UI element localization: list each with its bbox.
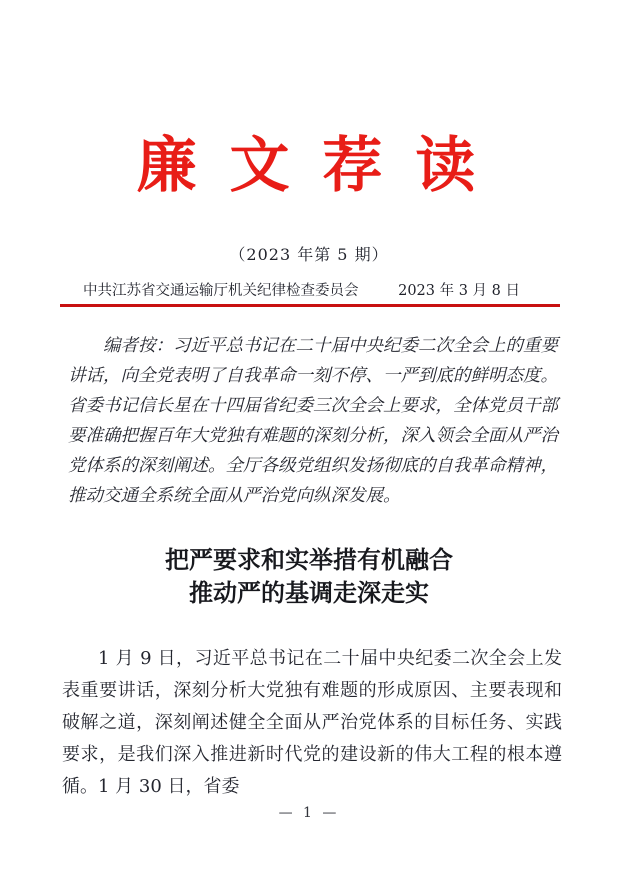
- masthead-row: [83, 279, 520, 300]
- editor-note-paragraph: 编者按：习近平总书记在二十届中央纪委二次全会上的重要讲话，向全党表明了自我革命一刻不停、一严到底的鲜明态度。省委书记信长星在十四届省纪委三次全会上要求，全体党员干部要准确把握百年大党独有难题的深刻分析，深入领会全面从严治党体系的深刻阐述。全厅各级党组织发扬彻底的自我革命精神，推动交通全系统全面从严治党向纵深发展。: [68, 336, 558, 506]
- article-title-line-2: 推动严的基调走深走实: [189, 578, 429, 607]
- issue-date: 2023 年 3 月 8 日: [398, 283, 520, 299]
- document-title: 廉 文 荐 读: [136, 131, 482, 201]
- issue-number: （2023 年第 5 期）: [229, 245, 389, 264]
- article-title-line-1: 把严要求和实举措有机融合: [165, 545, 453, 574]
- page-number: — 1 —: [278, 805, 340, 821]
- issuing-committee: 中共江苏省交通运输厅机关纪律检查委员会: [83, 283, 359, 299]
- red-divider-line: [60, 304, 560, 307]
- article-body-paragraph: 1 月 9 日，习近平总书记在二十届中央纪委二次全会上发表重要讲话，深刻分析大党独有难题的形成原因、主要表现和破解之道，深刻阐述健全全面从严治党体系的目标任务、实践要求，是我们深入推进新时代党的建设新的伟大工程的根本遵循。1 月 30 日，省委: [62, 648, 562, 797]
- article-title: [0, 543, 618, 609]
